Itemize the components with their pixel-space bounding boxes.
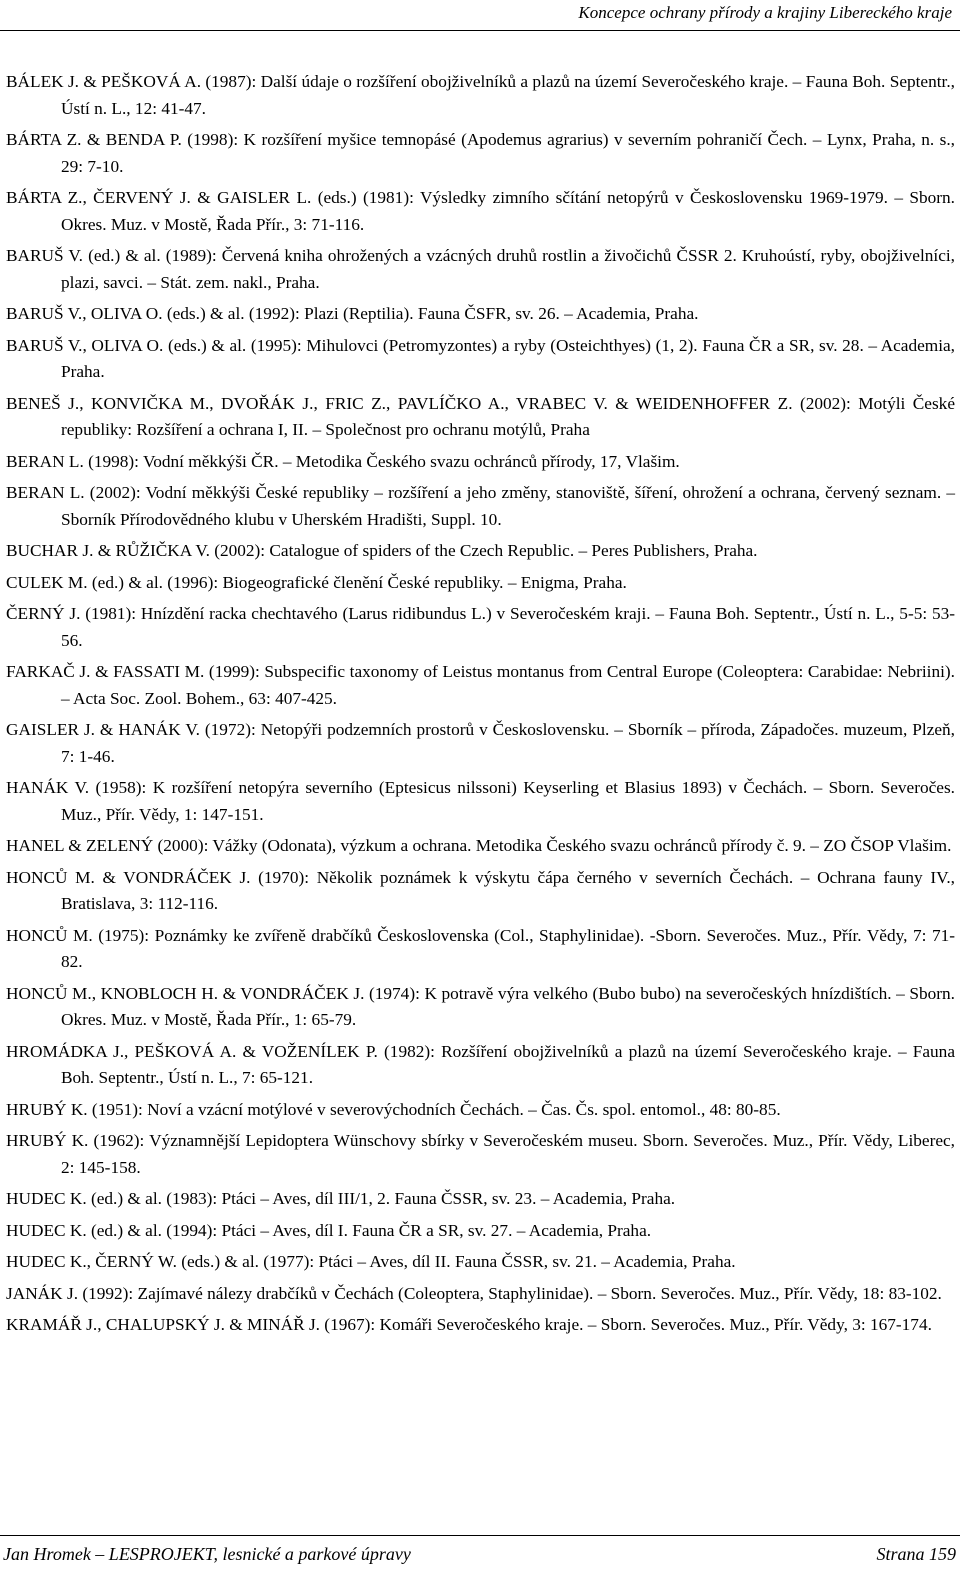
reference-entry: FARKAČ J. & FASSATI M. (1999): Subspecific taxonomy of Leistus montanus from Central Europe (Coleoptera: Carabidae: Nebriini). – Acta Soc. Zool. Bohem., 63: 407-425. bbox=[6, 662, 955, 708]
reference-entry: HROMÁDKA J., PEŠKOVÁ A. & VOŽENÍLEK P. (1982): Rozšíření obojživelníků a plazů na území Severočeského kraje. – Fauna Boh. Septentr., Ústí n. L., 7: 65-121. bbox=[6, 1041, 955, 1087]
document-title: Koncepce ochrany přírody a krajiny Libereckého kraje bbox=[578, 3, 952, 22]
reference-entry: HUDEC K. (ed.) & al. (1994): Ptáci – Aves, díl I. Fauna ČR a SR, sv. 27. – Academia, Praha. bbox=[6, 1220, 652, 1240]
reference-entry: HUDEC K. (ed.) & al. (1983): Ptáci – Aves, díl III/1, 2. Fauna ČSSR, sv. 23. – Academia, Praha. bbox=[6, 1189, 676, 1208]
reference-entry: BERAN L. (2002): Vodní měkkýši České republiky – rozšíření a jeho změny, stanoviště, šíření, ohrožení a ochrana, červený seznam. – Sborník Přírodovědného klubu v Uherském Hradišti, Suppl. 10. bbox=[6, 483, 955, 529]
reference-entry: CULEK M. (ed.) & al. (1996): Biogeografické členění České republiky. – Enigma, Praha. bbox=[6, 572, 627, 592]
reference-entry: BARUŠ V., OLIVA O. (eds.) & al. (1992): Plazi (Reptilia). Fauna ČSFR, sv. 26. – Academia, Praha. bbox=[6, 304, 699, 323]
reference-entry: BUCHAR J. & RŮŽIČKA V. (2002): Catalogue of spiders of the Czech Republic. – Peres Publishers, Praha. bbox=[6, 541, 758, 560]
reference-entry: GAISLER J. & HANÁK V. (1972): Netopýři podzemních prostorů v Československu. – Sborník – příroda, Západočes. muzeum, Plzeň, 7: 1-46. bbox=[6, 720, 955, 766]
reference-entry: BENEŠ J., KONVIČKA M., DVOŘÁK J., FRIC Z., PAVLÍČKO A., VRABEC V. & WEIDENHOFFER Z. (2002): Motýli České republiky: Rozšíření a ochrana I, II. – Společnost pro ochranu motýlů, Praha bbox=[6, 393, 955, 439]
reference-entry: HONCŮ M. (1975): Poznámky ke zvířeně drabčíků Československa (Col., Staphylinidae). -Sborn. Severočes. Muz., Přír. Vědy, 7: 71-82. bbox=[6, 925, 955, 971]
page-header bbox=[0, 2, 952, 24]
reference-entry: BERAN L. (1998): Vodní měkkýši ČR. – Metodika Českého svazu ochránců přírody, 17, Vlašim. bbox=[6, 451, 680, 471]
reference-list bbox=[6, 69, 955, 1344]
reference-entry: HONCŮ M. & VONDRÁČEK J. (1970): Několik poznámek k výskytu čápa černého v severních Čechách. – Ochrana fauny IV., Bratislava, 3: 112-116. bbox=[6, 867, 955, 913]
reference-entry: ČERNÝ J. (1981): Hnízdění racka chechtavého (Larus ridibundus L.) v Severočeském kraji. – Fauna Boh. Septentr., Ústí n. L., 5-5: 53-56. bbox=[6, 604, 955, 650]
reference-entry: JANÁK J. (1992): Zajímavé nálezy drabčíků v Čechách (Coleoptera, Staphylinidae). – Sborn. Severočes. Muz., Přír. Vědy, 18: 83-102. bbox=[6, 1283, 942, 1303]
reference-entry: HANÁK V. (1958): K rozšíření netopýra severního (Eptesicus nilssoni) Keyserling et Blasius 1893) v Čechách. – Sborn. Severočes. Muz., Přír. Vědy, 1: 147-151. bbox=[6, 778, 955, 824]
reference-entry: HRUBÝ K. (1962): Významnější Lepidoptera Wünschovy sbírky v Severočeském museu. Sborn. Severočes. Muz., Přír. Vědy, Liberec, 2: 145-158. bbox=[6, 1131, 955, 1177]
footer-author: Jan Hromek – LESPROJEKT, lesnické a parkové úpravy bbox=[3, 1544, 411, 1564]
reference-entry: HONCŮ M., KNOBLOCH H. & VONDRÁČEK J. (1974): K potravě výra velkého (Bubo bubo) na severočeských hnízdištích. – Sborn. Okres. Muz. v Mostě, Řada Přír., 1: 65-79. bbox=[6, 983, 955, 1029]
reference-entry: BARUŠ V., OLIVA O. (eds.) & al. (1995): Mihulovci (Petromyzontes) a ryby (Osteichthyes) (1, 2). Fauna ČR a SR, sv. 28. – Academia, Praha. bbox=[6, 335, 955, 381]
reference-entry: BARUŠ V. (ed.) & al. (1989): Červená kniha ohrožených a vzácných druhů rostlin a živočichů ČSSR 2. Kruhoústí, ryby, obojživelníci, plazi, savci. – Stát. zem. nakl., Praha. bbox=[6, 246, 955, 292]
page-number: Strana 159 bbox=[876, 1544, 956, 1564]
header-divider bbox=[0, 30, 960, 31]
reference-entry: HRUBÝ K. (1951): Noví a vzácní motýlové v severovýchodních Čechách. – Čas. Čs. spol. entomol., 48: 80-85. bbox=[6, 1099, 781, 1119]
reference-entry: BÁLEK J. & PEŠKOVÁ A. (1987): Další údaje o rozšíření obojživelníků a plazů na území Severočeského kraje. – Fauna Boh. Septentr., Ústí n. L., 12: 41-47. bbox=[6, 72, 955, 118]
reference-entry: BÁRTA Z. & BENDA P. (1998): K rozšíření myšice temnopásé (Apodemus agrarius) v severním pohraničí Čech. – Lynx, Praha, n. s., 29: 7-10. bbox=[6, 130, 955, 176]
page-footer bbox=[0, 1542, 960, 1568]
footer-divider bbox=[0, 1535, 960, 1536]
reference-entry: BÁRTA Z., ČERVENÝ J. & GAISLER L. (eds.) (1981): Výsledky zimního sčítání netopýrů v Československu 1969-1979. – Sborn. Okres. Muz. v Mostě, Řada Přír., 3: 71-116. bbox=[6, 188, 955, 234]
reference-entry: KRAMÁŘ J., CHALUPSKÝ J. & MINÁŘ J. (1967): Komáři Severočeského kraje. – Sborn. Severočes. Muz., Přír. Vědy, 3: 167-174. bbox=[6, 1315, 932, 1334]
reference-entry: HUDEC K., ČERNÝ W. (eds.) & al. (1977): Ptáci – Aves, díl II. Fauna ČSSR, sv. 21. – Academia, Praha. bbox=[6, 1252, 736, 1271]
reference-entry: HANEL & ZELENÝ (2000): Vážky (Odonata), výzkum a ochrana. Metodika Českého svazu ochránců přírody č. 9. – ZO ČSOP Vlašim. bbox=[6, 836, 952, 855]
